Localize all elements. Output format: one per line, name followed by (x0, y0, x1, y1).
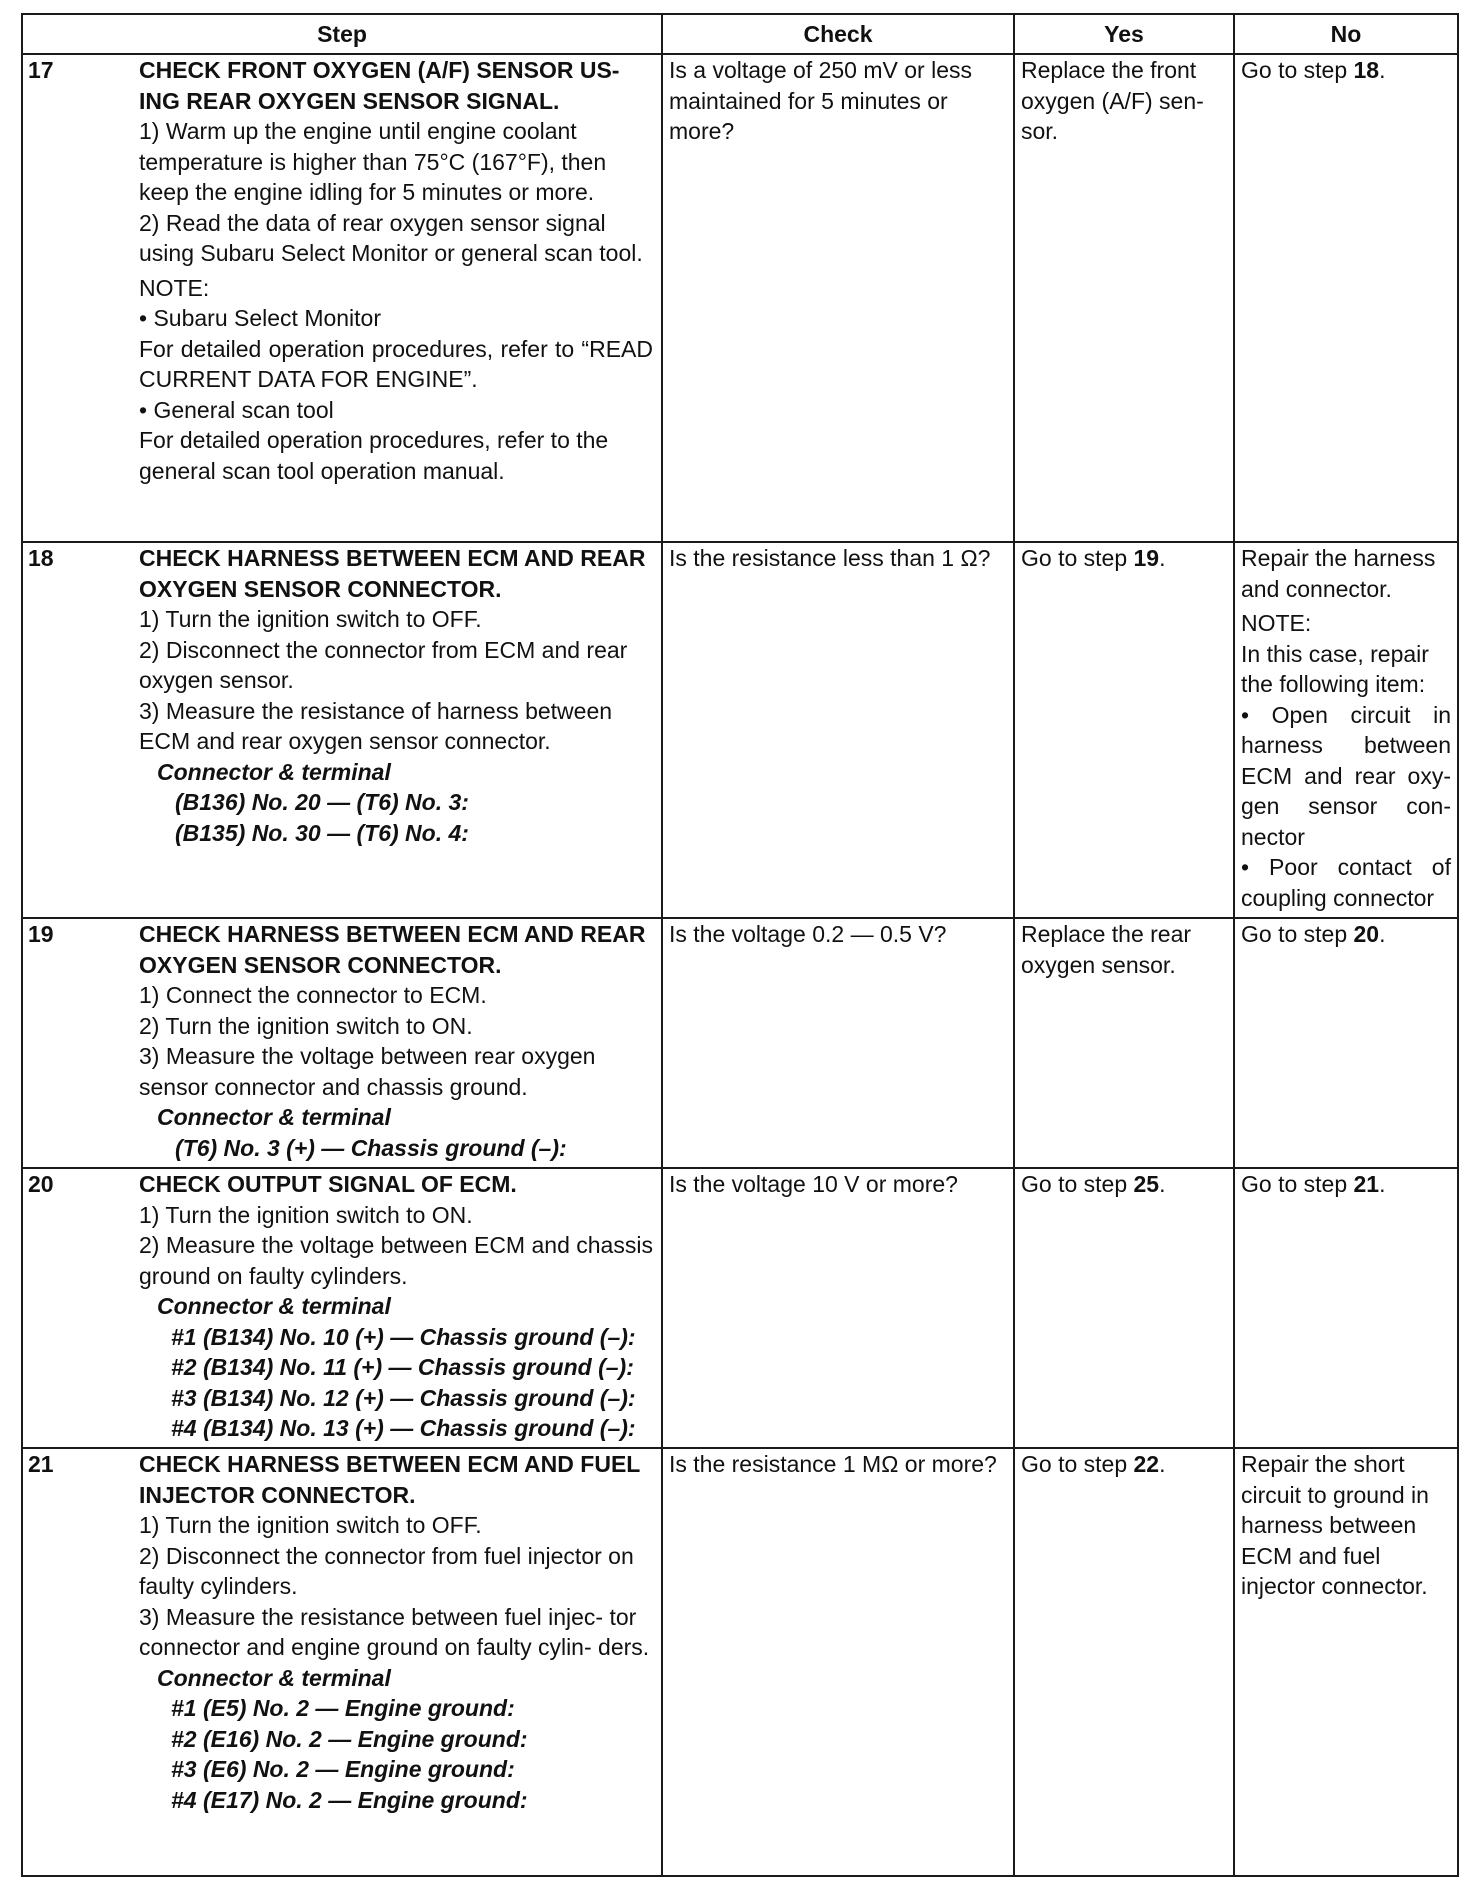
yes-suffix: . (1159, 1451, 1166, 1477)
connector-terminal: #2 (B134) No. 11 (+) — Chassis ground (–): (171, 1354, 634, 1380)
step-title: CHECK FRONT OXYGEN (A/F) SENSOR US- ING REAR OXYGEN SENSOR SIGNAL. (139, 57, 620, 114)
step-instruction: 3) Measure the resistance between fuel injec- tor connector and engine ground on faulty cylin- ders. (139, 1603, 650, 1660)
step-instruction: 1) Turn the ignition switch to ON. (139, 1201, 473, 1228)
no-suffix: . (1379, 1171, 1386, 1197)
check-cell: Is the resistance less than 1 Ω? (662, 542, 1014, 918)
connector-terminal: #4 (B134) No. 13 (+) — Chassis ground (–): (171, 1415, 636, 1441)
check-cell: Is a voltage of 250 mV or less maintained for 5 minutes or more? (662, 54, 1014, 542)
step-instruction: 2) Turn the ignition switch to ON. (139, 1012, 473, 1039)
step-number: 18 (28, 545, 54, 571)
table-row (22, 54, 1458, 542)
connector-terminal: #4 (E17) No. 2 — Engine ground: (171, 1786, 528, 1813)
header-no: No (1234, 14, 1458, 54)
yes-cell (1014, 1448, 1234, 1876)
yes-suffix: . (1159, 545, 1166, 571)
no-note-label: NOTE: (1241, 610, 1312, 636)
connector-terminal: #3 (E6) No. 2 — Engine ground: (171, 1756, 515, 1782)
step-instruction: 2) Disconnect the connector from ECM and rear oxygen sensor. (139, 636, 628, 693)
step-instruction: 3) Measure the resistance of harness between ECM and rear oxygen sensor connector. (139, 697, 613, 754)
step-instruction: 2) Read the data of rear oxygen sensor signal using Subaru Select Monitor or general scan tool. (139, 209, 643, 266)
connector-terminal: #1 (B134) No. 10 (+) — Chassis ground (–): (171, 1323, 636, 1350)
step-cell (22, 1168, 662, 1448)
table-row (22, 542, 1458, 918)
header-step: Step (22, 14, 662, 54)
step-number: 20 (28, 1171, 54, 1197)
step-instruction: 1) Connect the connector to ECM. (139, 982, 487, 1008)
note-item: For detailed operation procedures, refer to “READ CURRENT DATA FOR ENGINE”. (139, 335, 653, 392)
no-cell (1234, 918, 1458, 1168)
no-cell (1234, 1168, 1458, 1448)
no-item: • Poor contact of coupling connector (1241, 854, 1451, 911)
table-row (22, 1448, 1458, 1876)
no-lead: In this case, repair the following item: (1241, 640, 1429, 697)
header-yes: Yes (1014, 14, 1234, 54)
yes-cell: Replace the front oxygen (A/F) sen- sor. (1014, 54, 1234, 542)
step-number: 19 (28, 921, 54, 947)
no-suffix: . (1379, 921, 1386, 947)
header-row (22, 14, 1458, 54)
table-row (22, 918, 1458, 1168)
no-step-ref: 21 (1353, 1171, 1380, 1197)
note-label: NOTE: (139, 274, 210, 301)
step-title: CHECK HARNESS BETWEEN ECM AND FUEL INJECTOR CONNECTOR. (139, 1451, 640, 1508)
connector-terminal: #2 (E16) No. 2 — Engine ground: (171, 1725, 528, 1752)
no-step-ref: 20 (1353, 921, 1380, 947)
yes-text: Go to step (1021, 1451, 1134, 1477)
header-check: Check (662, 14, 1014, 54)
step-number: 17 (28, 57, 54, 83)
step-cell (22, 542, 662, 918)
diagnostic-table (21, 13, 1459, 1877)
no-text: Go to step (1241, 57, 1354, 83)
step-number: 21 (28, 1451, 54, 1477)
connector-label: Connector & terminal (157, 758, 391, 785)
note-item: • General scan tool (139, 396, 334, 423)
yes-text: Go to step (1021, 545, 1134, 571)
yes-cell (1014, 542, 1234, 918)
connector-terminal: (B135) No. 30 — (T6) No. 4: (175, 819, 469, 846)
yes-cell (1014, 1168, 1234, 1448)
no-text: Go to step (1241, 921, 1354, 947)
note-item: • Subaru Select Monitor (139, 305, 382, 331)
no-text: Repair the harness and connector. (1241, 545, 1436, 602)
check-cell: Is the resistance 1 MΩ or more? (662, 1448, 1014, 1876)
step-instruction: 1) Turn the ignition switch to OFF. (139, 1512, 482, 1538)
yes-suffix: . (1159, 1171, 1166, 1197)
no-cell (1234, 54, 1458, 542)
yes-step-ref: 19 (1133, 545, 1160, 571)
no-suffix: . (1379, 57, 1386, 83)
connector-terminal: (T6) No. 3 (+) — Chassis ground (–): (175, 1134, 567, 1161)
connector-label: Connector & terminal (157, 1293, 391, 1319)
check-cell: Is the voltage 10 V or more? (662, 1168, 1014, 1448)
step-cell (22, 918, 662, 1168)
connector-terminal: #1 (E5) No. 2 — Engine ground: (171, 1695, 515, 1721)
step-title: CHECK HARNESS BETWEEN ECM AND REAR OXYGEN SENSOR CONNECTOR. (139, 921, 646, 978)
yes-text: Go to step (1021, 1171, 1134, 1197)
step-instruction: 1) Warm up the engine until engine coolant temperature is higher than 75°C (167°F), then keep the engine idling for 5 minutes or more. (139, 118, 607, 205)
yes-step-ref: 25 (1133, 1171, 1160, 1197)
no-cell: Repair the short circuit to ground in harness between ECM and fuel injector connector. (1234, 1448, 1458, 1876)
no-item: • Open circuit in harness between ECM and rear oxy- gen sensor con- nector (1241, 701, 1451, 850)
yes-step-ref: 22 (1133, 1451, 1160, 1477)
no-cell (1234, 542, 1458, 918)
connector-label: Connector & terminal (157, 1104, 391, 1130)
step-instruction: 1) Turn the ignition switch to OFF. (139, 606, 482, 632)
step-cell (22, 1448, 662, 1876)
no-text: Go to step (1241, 1171, 1354, 1197)
check-cell: Is the voltage 0.2 — 0.5 V? (662, 918, 1014, 1168)
no-step-ref: 18 (1353, 57, 1380, 83)
note-item: For detailed operation procedures, refer to the general scan tool operation manual. (139, 427, 609, 484)
connector-terminal: #3 (B134) No. 12 (+) — Chassis ground (–): (171, 1384, 636, 1411)
connector-terminal: (B136) No. 20 — (T6) No. 3: (175, 789, 469, 815)
step-title: CHECK OUTPUT SIGNAL OF ECM. (139, 1171, 517, 1197)
step-cell (22, 54, 662, 542)
step-instruction: 2) Measure the voltage between ECM and chassis ground on faulty cylinders. (139, 1232, 653, 1289)
step-instruction: 2) Disconnect the connector from fuel injector on faulty cylinders. (139, 1542, 634, 1599)
yes-cell: Replace the rear oxygen sensor. (1014, 918, 1234, 1168)
step-instruction: 3) Measure the voltage between rear oxygen sensor connector and chassis ground. (139, 1043, 596, 1100)
step-title: CHECK HARNESS BETWEEN ECM AND REAR OXYGEN SENSOR CONNECTOR. (139, 545, 646, 602)
table-row (22, 1168, 1458, 1448)
connector-label: Connector & terminal (157, 1664, 391, 1691)
